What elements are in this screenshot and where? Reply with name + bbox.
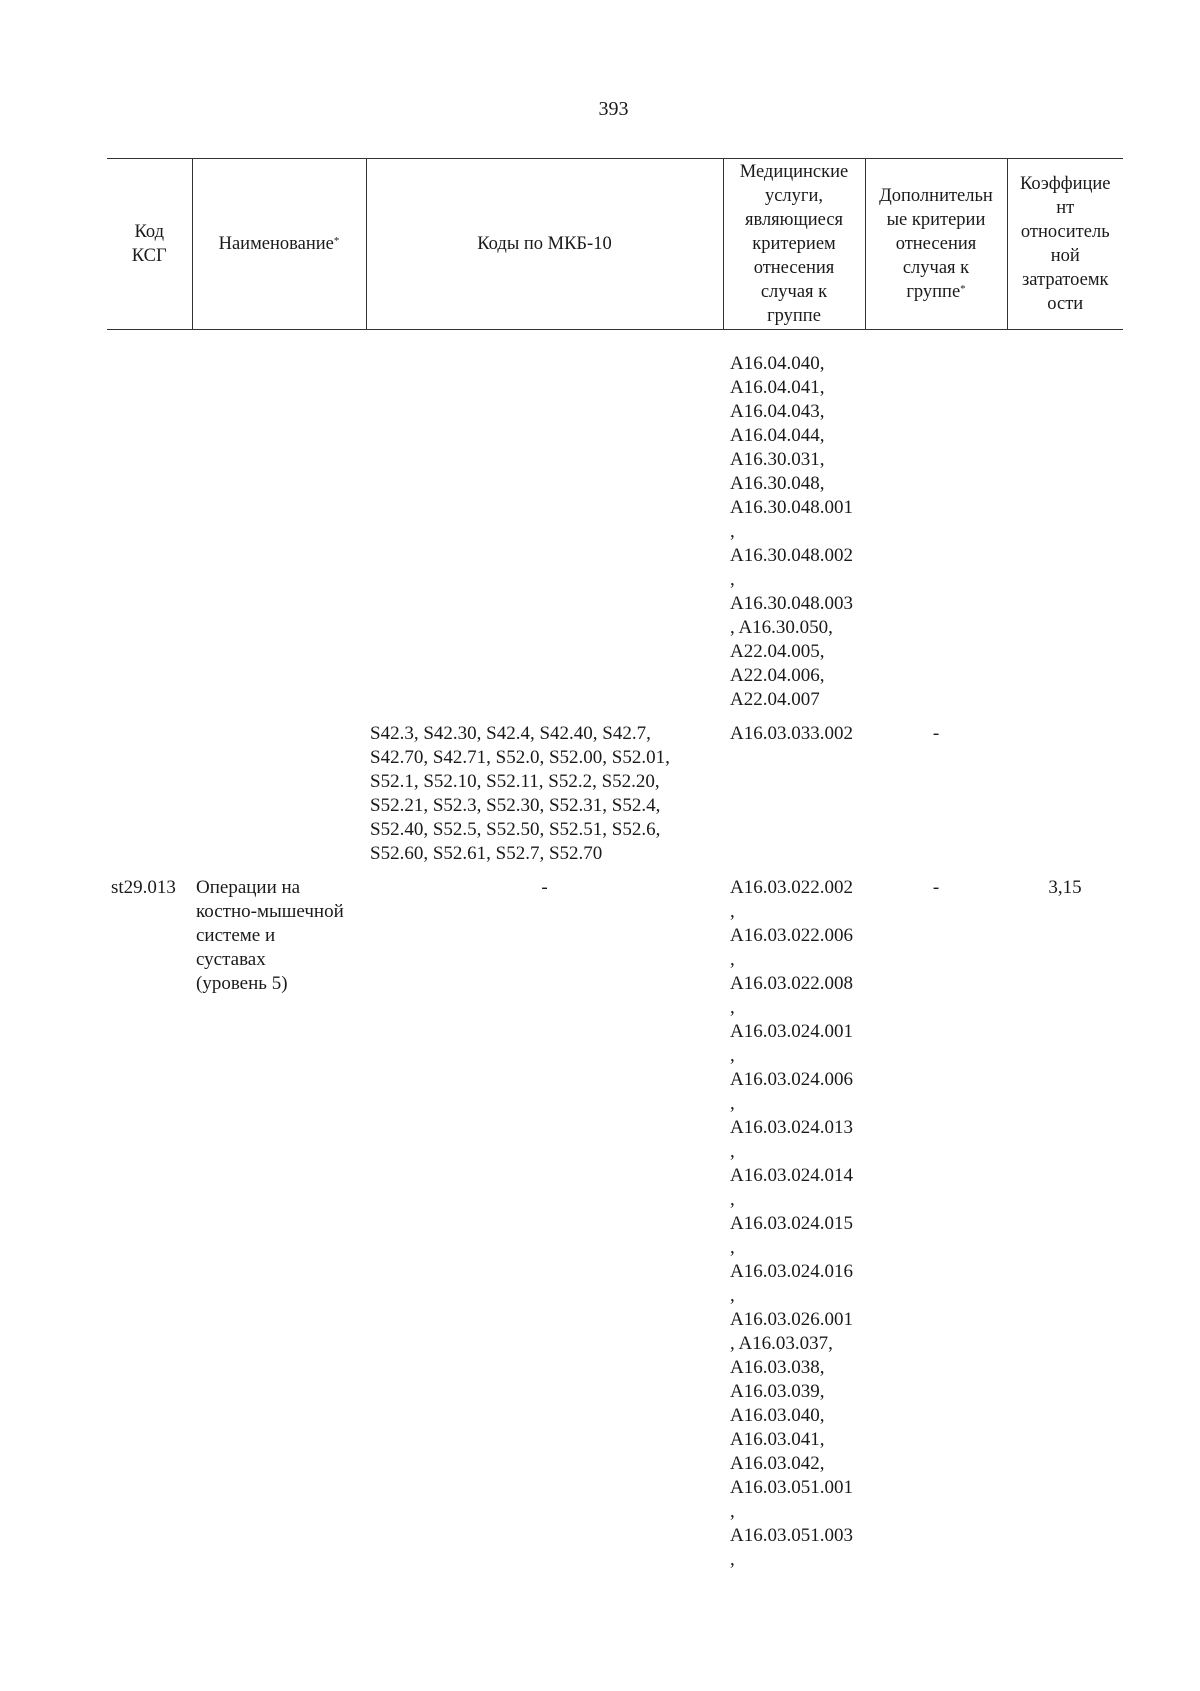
cell-additional-criteria: - bbox=[932, 877, 940, 898]
header-cost-coefficient: Коэффицие нт относитель ной затратоемк ости bbox=[1007, 159, 1123, 330]
cell-cost-coefficient bbox=[1007, 330, 1123, 723]
cell-name: Операции на костно-мышечной системе и суставах (уровень 5) bbox=[196, 877, 344, 994]
ksg-table bbox=[107, 158, 1123, 1572]
page-number: 393 bbox=[598, 98, 629, 120]
table-row bbox=[107, 722, 1123, 876]
cell-additional-criteria bbox=[865, 330, 1007, 723]
table-row bbox=[107, 876, 1123, 1572]
cell-additional-criteria: - bbox=[932, 723, 940, 744]
cell-icd10-codes: S42.3, S42.30, S42.4, S42.40, S42.7, S42.70, S42.71, S52.0, S52.00, S52.01, S52.1, S52.10, S52.11, S52.2, S52.20, S52.21, S52.3, S52.30, S52.31, S52.4, S52.40, S52.5, S52.50, S52.51, S52.6, S52.60, S52.61, S52.7, S52.70 bbox=[370, 723, 670, 864]
cell-ksg-code bbox=[107, 330, 192, 723]
table-row bbox=[107, 330, 1123, 723]
cell-cost-coefficient bbox=[1007, 722, 1123, 876]
header-ksg-code: Код КСГ bbox=[107, 159, 192, 330]
cell-name bbox=[192, 722, 366, 876]
cell-medical-services: A16.04.040, A16.04.041, A16.04.043, A16.04.044, A16.30.031, A16.30.048, A16.30.048.001 , A16.30.048.002 , A16.30.048.003 , A16.30.050, A22.04.005, A22.04.006, A22.04.007 bbox=[730, 353, 853, 710]
cell-icd10-codes: - bbox=[541, 877, 548, 898]
header-additional-criteria: Дополнительн ые критерии отнесения случая к группе* bbox=[865, 159, 1007, 330]
header-medical-services: Медицинские услуги, являющиеся критерием отнесения случая к группе bbox=[723, 159, 865, 330]
cell-ksg-code: st29.013 bbox=[111, 877, 176, 898]
cell-cost-coefficient: 3,15 bbox=[1048, 877, 1082, 898]
header-icd10-codes: Коды по МКБ-10 bbox=[366, 159, 723, 330]
cell-ksg-code bbox=[107, 722, 192, 876]
header-name: Наименование* bbox=[192, 159, 366, 330]
cell-name bbox=[192, 330, 366, 723]
cell-medical-services: A16.03.022.002 , A16.03.022.006 , A16.03.022.008 , A16.03.024.001 , A16.03.024.006 , A16.03.024.013 , A16.03.024.014 , A16.03.024.015 , A16.03.024.016 , A16.03.026.001 , A16.03.037, A16.03.038, A16.03.039, A16.03.040, A16.03.041, A16.03.042, A16.03.051.001 , A16.03.051.003 , bbox=[730, 877, 853, 1570]
footnote-mark: * bbox=[960, 283, 966, 295]
table-header-row bbox=[107, 159, 1123, 330]
footnote-mark: * bbox=[333, 235, 340, 247]
cell-medical-services: A16.03.033.002 bbox=[730, 723, 853, 744]
cell-icd10-codes bbox=[366, 330, 723, 723]
